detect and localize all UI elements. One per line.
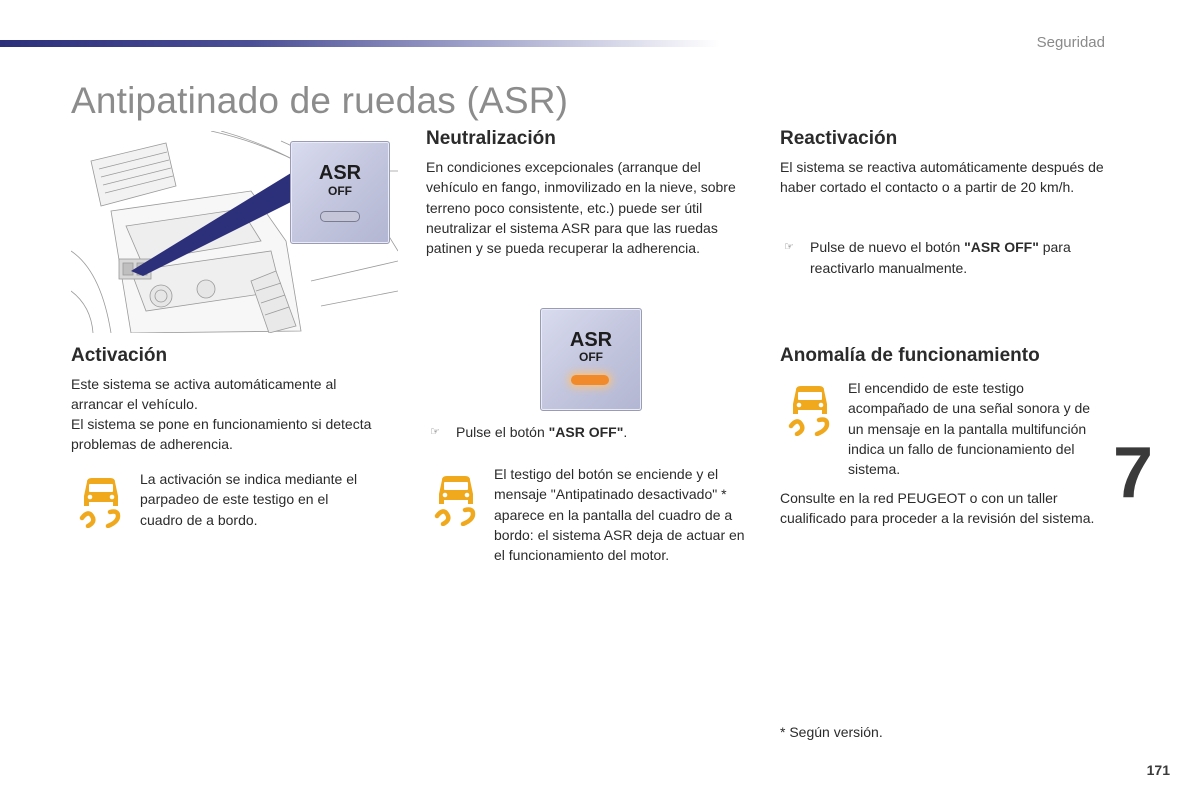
pointing-hand-icon: ☞	[430, 426, 440, 438]
activation-paragraph-2: El sistema se pone en funcionamiento si detecta problemas de adherencia.	[71, 416, 372, 453]
off-label: OFF	[328, 184, 352, 198]
footnote: * Según versión.	[780, 724, 883, 740]
chapter-number: 7	[1112, 433, 1153, 513]
malfunction-heading: Anomalía de funcionamiento	[780, 345, 1040, 366]
reactivation-bullet-prefix: Pulse de nuevo el botón	[810, 239, 965, 256]
neutralization-bullet-suffix: .	[623, 424, 628, 440]
page-title: Antipatinado de ruedas (ASR)	[71, 80, 569, 121]
reactivation-bullet-bold: "ASR OFF"	[964, 239, 1039, 256]
dashboard-illustration	[71, 131, 398, 333]
asr-led-on	[571, 375, 609, 385]
header-gradient-bar	[0, 40, 720, 47]
traction-control-warning-icon	[78, 476, 124, 528]
neutralization-bullet	[426, 422, 776, 442]
reactivation-bullet	[780, 237, 1130, 278]
asr-label: ASR	[318, 162, 362, 184]
reactivation-heading: Reactivación	[780, 128, 898, 149]
pointing-hand-icon: ☞	[784, 241, 794, 254]
activation-paragraph-1: Este sistema se activa automáticamente al arrancar el vehículo.	[71, 376, 337, 413]
off-label-active: OFF	[579, 350, 603, 364]
neutralization-heading: Neutralización	[426, 128, 556, 149]
neutralization-indicator-text: El testigo del botón se enciende y el mensaje "Antipatinado desactivado" * aparece en la pantalla del cuadro de a bordo: el sistema ASR deja de actuar en el funcionamiento del motor.	[494, 466, 745, 564]
reactivation-bullet-suffix: para reactivarlo manualmente.	[810, 239, 1071, 276]
page-number: 171	[1146, 762, 1170, 778]
malfunction-paragraph: Consulte en la red PEUGEOT o con un taller cualificado para proceder a la revisión del sistema.	[780, 490, 1095, 527]
asr-led-off	[320, 211, 360, 222]
neutralization-bullet-prefix: Pulse el botón	[456, 424, 549, 440]
activation-indicator-text: La activación se indica mediante el parpadeo de este testigo en el cuadro de a bordo.	[140, 471, 358, 528]
neutralization-bullet-bold: "ASR OFF"	[548, 424, 624, 440]
neutralization-paragraph: En condiciones excepcionales (arranque del vehículo en fango, inmovilizado en la nieve, sobre terreno poco consistente, etc.) puede ser útil neutralizar el sistema ASR para que las ruedas patinen y se pueda recuperar la adherencia.	[426, 159, 736, 257]
section-label: Seguridad	[1036, 34, 1105, 51]
asr-off-button-callout	[290, 141, 390, 244]
reactivation-paragraph: El sistema se reactiva automáticamente después de haber cortado el contacto o a partir de 20 km/h.	[780, 159, 1104, 196]
traction-control-warning-icon	[787, 384, 833, 436]
activation-heading: Activación	[71, 345, 168, 366]
asr-off-button-active	[540, 308, 642, 411]
malfunction-indicator-text: El encendido de este testigo acompañado de una señal sonora y de un mensaje en la pantalla multifunción indica un fallo de funcionamiento del sistema.	[848, 380, 1091, 478]
asr-label-active: ASR	[569, 329, 613, 351]
traction-control-warning-icon	[433, 474, 479, 526]
